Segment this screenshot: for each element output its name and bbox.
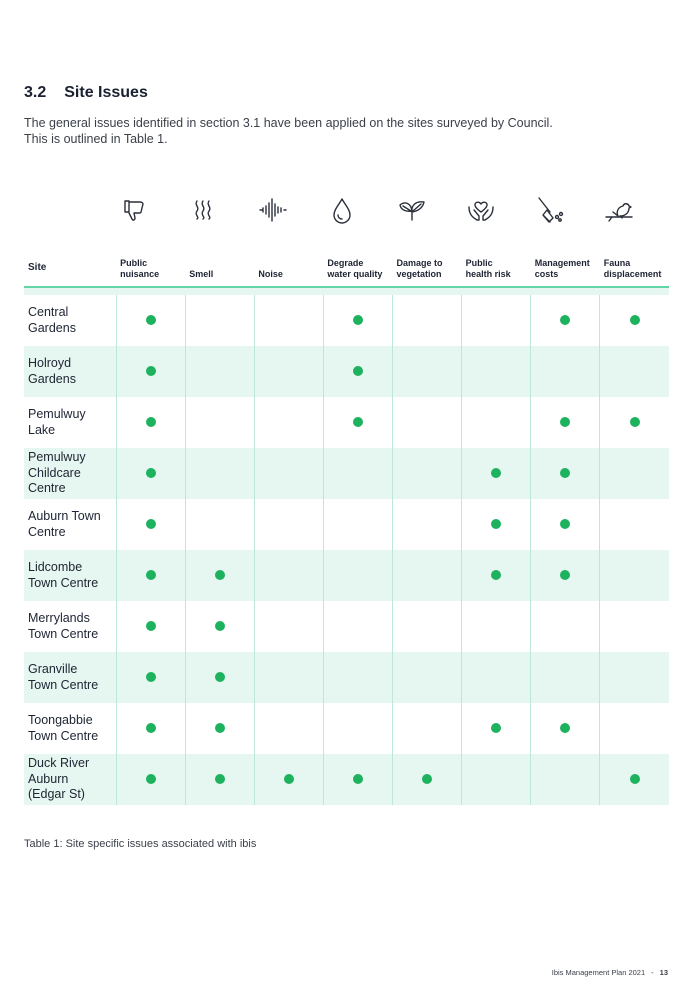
site-name <box>24 448 116 499</box>
column-header-line: displacement <box>603 269 662 279</box>
table-row <box>24 652 669 703</box>
issue-cell <box>393 601 462 652</box>
bird-on-branch-icon <box>600 190 669 234</box>
site-name <box>24 397 116 448</box>
issue-cell <box>600 652 669 703</box>
header-row <box>24 234 669 287</box>
site-column-header: Site <box>24 234 116 287</box>
column-header-noise <box>254 234 323 287</box>
leaves-icon <box>393 190 462 234</box>
site-name-line: Childcare <box>28 465 81 480</box>
issue-present-dot <box>491 468 501 478</box>
issue-cell <box>600 499 669 550</box>
page-number: 13 <box>659 968 668 977</box>
issue-cell <box>393 652 462 703</box>
icon-row-blank <box>24 190 116 234</box>
issue-present-dot <box>630 774 640 784</box>
issue-cell <box>254 652 323 703</box>
issue-cell <box>531 499 600 550</box>
site-name <box>24 703 116 754</box>
site-name-line: Lidcombe <box>28 560 83 574</box>
issue-cell <box>600 550 669 601</box>
column-header-line: Damage to <box>396 258 443 268</box>
issue-cell <box>531 346 600 397</box>
issue-cell <box>254 601 323 652</box>
site-name <box>24 550 116 601</box>
issue-present-dot <box>146 468 156 478</box>
table-body <box>24 295 669 805</box>
site-name-line: Granville <box>28 662 78 676</box>
table-row <box>24 550 669 601</box>
issue-cell <box>393 397 462 448</box>
issue-cell <box>600 754 669 805</box>
issue-present-dot <box>560 723 570 733</box>
issue-present-dot <box>491 723 501 733</box>
thumbs-down-icon <box>116 190 185 234</box>
site-name-line: Toongabbie <box>28 713 93 727</box>
site-issues-table <box>24 190 669 805</box>
issue-present-dot <box>353 774 363 784</box>
site-name-line: Auburn Town <box>28 509 101 523</box>
issue-cell <box>393 346 462 397</box>
site-name-line: Duck River <box>28 756 90 771</box>
column-header-smell <box>185 234 254 287</box>
site-name <box>24 295 116 346</box>
issue-present-dot <box>353 417 363 427</box>
issue-present-dot <box>353 366 363 376</box>
issue-cell <box>393 754 462 805</box>
column-header-fauna-displacement <box>600 234 669 287</box>
issue-cell <box>116 601 185 652</box>
water-drop-icon <box>323 190 392 234</box>
table-row <box>24 499 669 550</box>
issue-present-dot <box>146 519 156 529</box>
issue-cell <box>393 499 462 550</box>
issue-cell <box>393 295 462 346</box>
site-name <box>24 601 116 652</box>
intro-line: The general issues identified in section 3.1 have been applied on the sites surveyed by Council. <box>24 116 553 130</box>
column-header-line: costs <box>534 269 559 279</box>
issue-present-dot <box>146 570 156 580</box>
site-name <box>24 499 116 550</box>
footer-separator: - <box>651 968 654 977</box>
site-name <box>24 652 116 703</box>
issue-cell <box>323 346 392 397</box>
issue-cell <box>116 397 185 448</box>
column-header-management-costs <box>531 234 600 287</box>
issue-present-dot <box>146 621 156 631</box>
column-header-line: Public <box>465 258 493 268</box>
issue-cell <box>462 346 531 397</box>
issue-cell <box>323 397 392 448</box>
issue-present-dot <box>215 570 225 580</box>
issue-cell <box>185 703 254 754</box>
issue-cell <box>254 346 323 397</box>
issue-cell <box>531 601 600 652</box>
issue-cell <box>462 295 531 346</box>
issue-cell <box>462 499 531 550</box>
issue-cell <box>323 295 392 346</box>
column-header-line: water quality <box>327 269 383 279</box>
issue-present-dot <box>491 519 501 529</box>
smell-waves-icon <box>185 190 254 234</box>
table-caption: Table 1: Site specific issues associated with ibis <box>24 838 257 850</box>
issue-cell <box>323 550 392 601</box>
site-name-line: Gardens <box>28 371 76 386</box>
issue-present-dot <box>353 315 363 325</box>
site-name-line: Centre <box>28 481 66 496</box>
issue-cell <box>462 550 531 601</box>
issue-present-dot <box>284 774 294 784</box>
section-number: 3.2 <box>24 84 47 101</box>
issue-cell <box>185 295 254 346</box>
issue-cell <box>323 652 392 703</box>
issue-cell <box>531 703 600 754</box>
issue-cell <box>254 397 323 448</box>
column-header-line: vegetation <box>396 269 442 279</box>
issue-cell <box>462 601 531 652</box>
column-header-line: Management <box>534 258 590 268</box>
column-header-line: Noise <box>258 269 283 279</box>
column-header-line: Fauna <box>603 258 631 268</box>
issue-cell <box>531 652 600 703</box>
site-name-line: Holroyd <box>28 356 72 370</box>
issue-present-dot <box>630 315 640 325</box>
issue-cell <box>323 703 392 754</box>
issue-cell <box>116 703 185 754</box>
issue-cell <box>600 601 669 652</box>
site-name-line: Pemulwuy <box>28 407 86 421</box>
issue-cell <box>185 652 254 703</box>
header-spacer <box>24 287 669 295</box>
table-row <box>24 397 669 448</box>
issue-cell <box>116 295 185 346</box>
issue-present-dot <box>215 774 225 784</box>
table-row <box>24 754 669 805</box>
issue-present-dot <box>215 672 225 682</box>
site-name-line: Merrylands <box>28 611 90 625</box>
issue-cell <box>393 703 462 754</box>
issue-cell <box>254 499 323 550</box>
issue-cell <box>393 550 462 601</box>
issue-cell <box>116 652 185 703</box>
sound-wave-icon <box>254 190 323 234</box>
column-header-line: health risk <box>465 269 511 279</box>
issue-cell <box>254 448 323 499</box>
column-header-line: Smell <box>189 269 214 279</box>
column-header-line: Public <box>120 258 148 268</box>
column-header-line: Degrade <box>327 258 364 268</box>
issue-present-dot <box>491 570 501 580</box>
issue-cell <box>393 448 462 499</box>
header-spacer-cell <box>24 287 669 295</box>
issue-cell <box>254 754 323 805</box>
issue-present-dot <box>146 366 156 376</box>
hands-heart-icon <box>462 190 531 234</box>
intro-line: This is outlined in Table 1. <box>24 132 168 146</box>
issue-cell <box>116 448 185 499</box>
column-header-public-nuisance <box>116 234 185 287</box>
issue-cell <box>185 601 254 652</box>
site-name-line: Town Centre <box>28 677 99 692</box>
table-row <box>24 448 669 499</box>
site-name <box>24 346 116 397</box>
issue-cell <box>531 397 600 448</box>
issue-cell <box>185 346 254 397</box>
issue-cell <box>462 703 531 754</box>
site-name-line: Gardens <box>28 320 76 335</box>
issue-cell <box>323 601 392 652</box>
site-name-line: Centre <box>28 524 66 539</box>
issue-cell <box>185 550 254 601</box>
issue-cell <box>600 346 669 397</box>
issue-cell <box>254 550 323 601</box>
intro-paragraph <box>24 115 664 147</box>
issue-cell <box>116 499 185 550</box>
issue-cell <box>600 397 669 448</box>
issue-present-dot <box>560 315 570 325</box>
column-header-damage-to-vegetation <box>393 234 462 287</box>
section-heading <box>24 84 148 102</box>
table-row <box>24 703 669 754</box>
issue-present-dot <box>146 672 156 682</box>
issue-cell <box>185 499 254 550</box>
issue-cell <box>531 295 600 346</box>
column-header-line: nuisance <box>120 269 160 279</box>
issue-cell <box>185 397 254 448</box>
issue-present-dot <box>630 417 640 427</box>
issue-cell <box>462 754 531 805</box>
issue-present-dot <box>422 774 432 784</box>
issue-present-dot <box>146 315 156 325</box>
broom-icon <box>531 190 600 234</box>
issue-cell <box>185 448 254 499</box>
issue-present-dot <box>146 417 156 427</box>
issue-cell <box>323 448 392 499</box>
site-name <box>24 754 116 805</box>
issue-cell <box>323 499 392 550</box>
issue-cell <box>254 703 323 754</box>
issue-cell <box>116 346 185 397</box>
site-name-line: Town Centre <box>28 575 99 590</box>
section-title: Site Issues <box>64 84 148 101</box>
issue-cell <box>462 397 531 448</box>
site-name-line: Lake <box>28 422 56 437</box>
issue-cell <box>531 550 600 601</box>
page-footer <box>552 968 668 977</box>
site-name-line: Town Centre <box>28 626 99 641</box>
table-row <box>24 295 669 346</box>
issue-present-dot <box>146 774 156 784</box>
issue-present-dot <box>560 570 570 580</box>
icon-row <box>24 190 669 234</box>
issue-cell <box>116 754 185 805</box>
issue-present-dot <box>215 621 225 631</box>
column-header-public-health-risk <box>462 234 531 287</box>
issue-cell <box>462 448 531 499</box>
table-row <box>24 346 669 397</box>
site-name-line: (Edgar St) <box>28 787 85 802</box>
issue-present-dot <box>560 417 570 427</box>
table-row <box>24 601 669 652</box>
issue-present-dot <box>560 519 570 529</box>
issue-cell <box>323 754 392 805</box>
footer-doc-title: Ibis Management Plan 2021 <box>551 968 646 977</box>
site-name-line: Auburn <box>28 771 69 786</box>
site-name-line: Pemulwuy <box>28 450 86 465</box>
issue-present-dot <box>215 723 225 733</box>
issue-cell <box>531 754 600 805</box>
issue-cell <box>600 448 669 499</box>
issue-present-dot <box>146 723 156 733</box>
issue-present-dot <box>560 468 570 478</box>
column-header-degrade-water-quality <box>323 234 392 287</box>
issue-cell <box>600 703 669 754</box>
issue-cell <box>254 295 323 346</box>
site-name-line: Town Centre <box>28 728 99 743</box>
issue-cell <box>116 550 185 601</box>
issue-cell <box>462 652 531 703</box>
site-name-line: Central <box>28 305 69 319</box>
issue-cell <box>600 295 669 346</box>
issue-cell <box>531 448 600 499</box>
issue-cell <box>185 754 254 805</box>
